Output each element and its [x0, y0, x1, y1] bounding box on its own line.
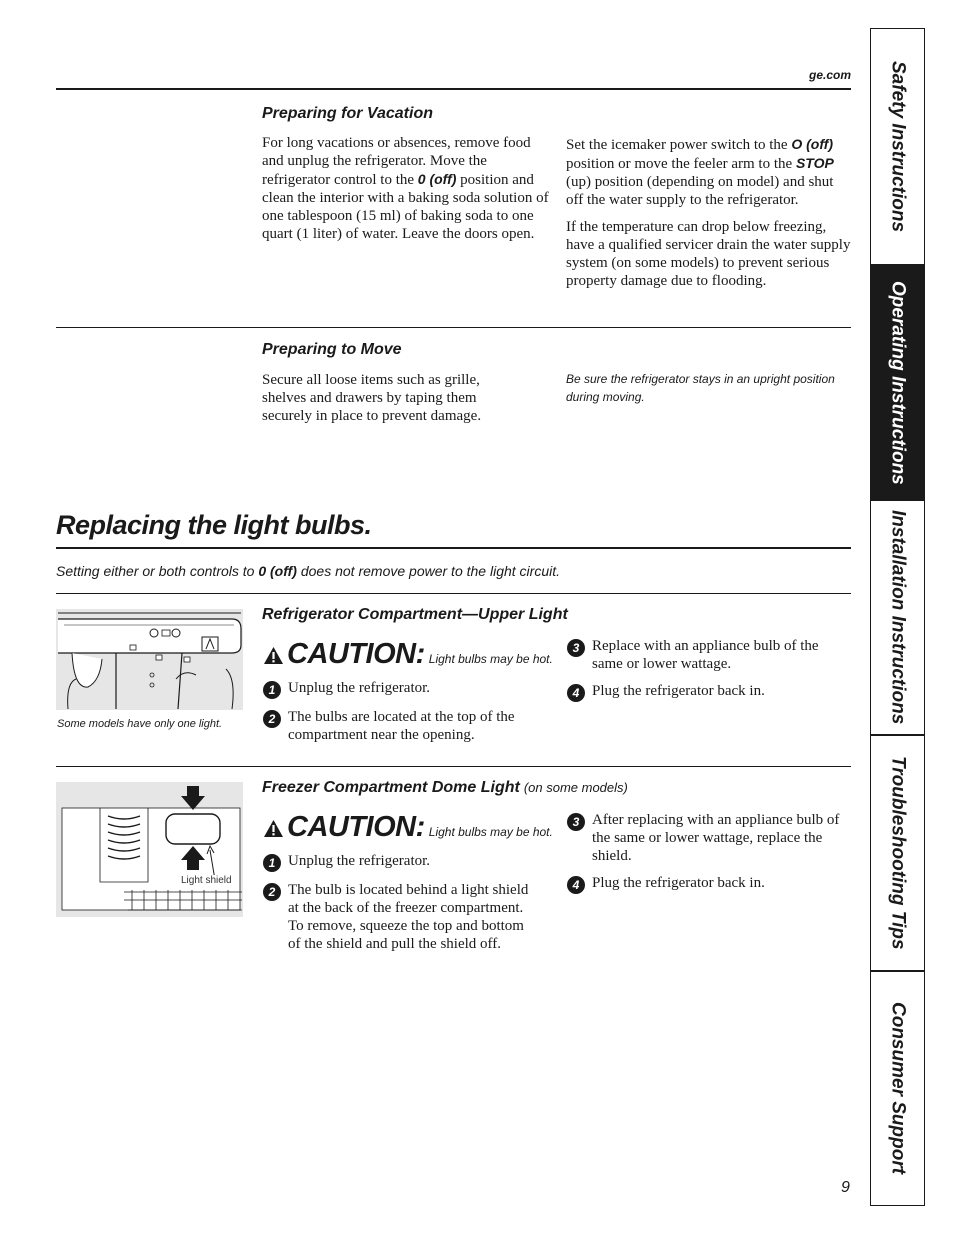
freezer-steps-left: [263, 852, 535, 962]
upper-caution: CAUTION: Light bulbs may be hot.: [263, 639, 553, 669]
move-left-text: Secure all loose items such as grille, shelves and drawers by taping them securely in place to prevent damage.: [262, 372, 482, 424]
tab-operating-instructions[interactable]: Operating Instructions: [871, 264, 924, 501]
tab-troubleshooting-tips[interactable]: Troubleshooting Tips: [871, 734, 924, 970]
top-rule: [56, 88, 851, 90]
vacation-right-text: Set the icemaker power switch to the O (off) position or move the feeler arm to the STOP (up) position (depending on model) and shut off the water supply to the refrigerator. If the temperature can drop below freezing, have a qualified servicer drain the water supply system (on some models) to prevent serious property damage due to flooding.: [566, 136, 851, 289]
divider-upper: [56, 593, 851, 594]
site-url: ge.com: [808, 68, 851, 82]
tab-safety-instructions[interactable]: Safety Instructions: [887, 60, 909, 233]
divider-move: [56, 327, 851, 328]
move-heading: Preparing to Move: [262, 341, 402, 358]
warning-icon: [263, 646, 284, 665]
vacation-left-text: For long vacations or absences, remove food and unplug the refrigerator. Move the refrigerator control to the 0 (off) position and clean the interior with a baking soda solution of one tablespoon (15 ml) of baking soda to one quart (1 liter) of water. Leave the doors open.: [262, 135, 549, 242]
list-item: 4 Plug the refrigerator back in.: [567, 682, 837, 702]
upper-steps-left: [263, 679, 543, 753]
list-item: 1 Unplug the refrigerator.: [263, 852, 535, 872]
tab-installation-instructions[interactable]: Installation Instructions: [887, 510, 909, 725]
list-item: 4 Plug the refrigerator back in.: [567, 874, 847, 894]
list-item: 2 The bulbs are located at the top of the compartment near the opening.: [263, 708, 543, 744]
freezer-light-drawing: [56, 782, 243, 917]
bulbs-intro: Setting either or both controls to 0 (off) does not remove power to the light circuit.: [56, 563, 560, 579]
tab-consumer-support[interactable]: Consumer Support: [871, 970, 924, 1205]
upper-light-illustration: [56, 609, 243, 710]
upper-light-drawing: [56, 609, 243, 710]
section-tabs: [870, 28, 925, 1206]
warning-icon: [263, 819, 284, 838]
freezer-light-illustration: [56, 782, 243, 917]
upper-steps-right: [567, 637, 837, 711]
divider-freezer: [56, 766, 851, 767]
list-item: 1 Unplug the refrigerator.: [263, 679, 543, 699]
freezer-caution: CAUTION: Light bulbs may be hot.: [263, 812, 553, 842]
move-note: Be sure the refrigerator stays in an upright position during moving.: [566, 372, 835, 404]
upper-light-caption: Some models have only one light.: [57, 718, 223, 730]
freezer-steps-right: [567, 811, 847, 903]
list-item: 3 Replace with an appliance bulb of the same or lower wattage.: [567, 637, 837, 673]
freezer-heading: Freezer Compartment Dome Light (on some models): [262, 779, 628, 796]
list-item: 2 The bulb is located behind a light shield at the back of the freezer compartment. To remove, squeeze the top and bottom of the shield and pull the shield off.: [263, 881, 535, 953]
list-item: 3 After replacing with an appliance bulb of the same or lower wattage, replace the shield.: [567, 811, 847, 865]
page-number: 9: [841, 1179, 850, 1196]
upper-light-heading: Refrigerator Compartment—Upper Light: [262, 606, 568, 623]
title-rule: [56, 547, 851, 549]
bulbs-title: Replacing the light bulbs.: [56, 510, 372, 540]
light-shield-label: Light shield: [181, 875, 232, 886]
vacation-heading: Preparing for Vacation: [262, 105, 433, 122]
